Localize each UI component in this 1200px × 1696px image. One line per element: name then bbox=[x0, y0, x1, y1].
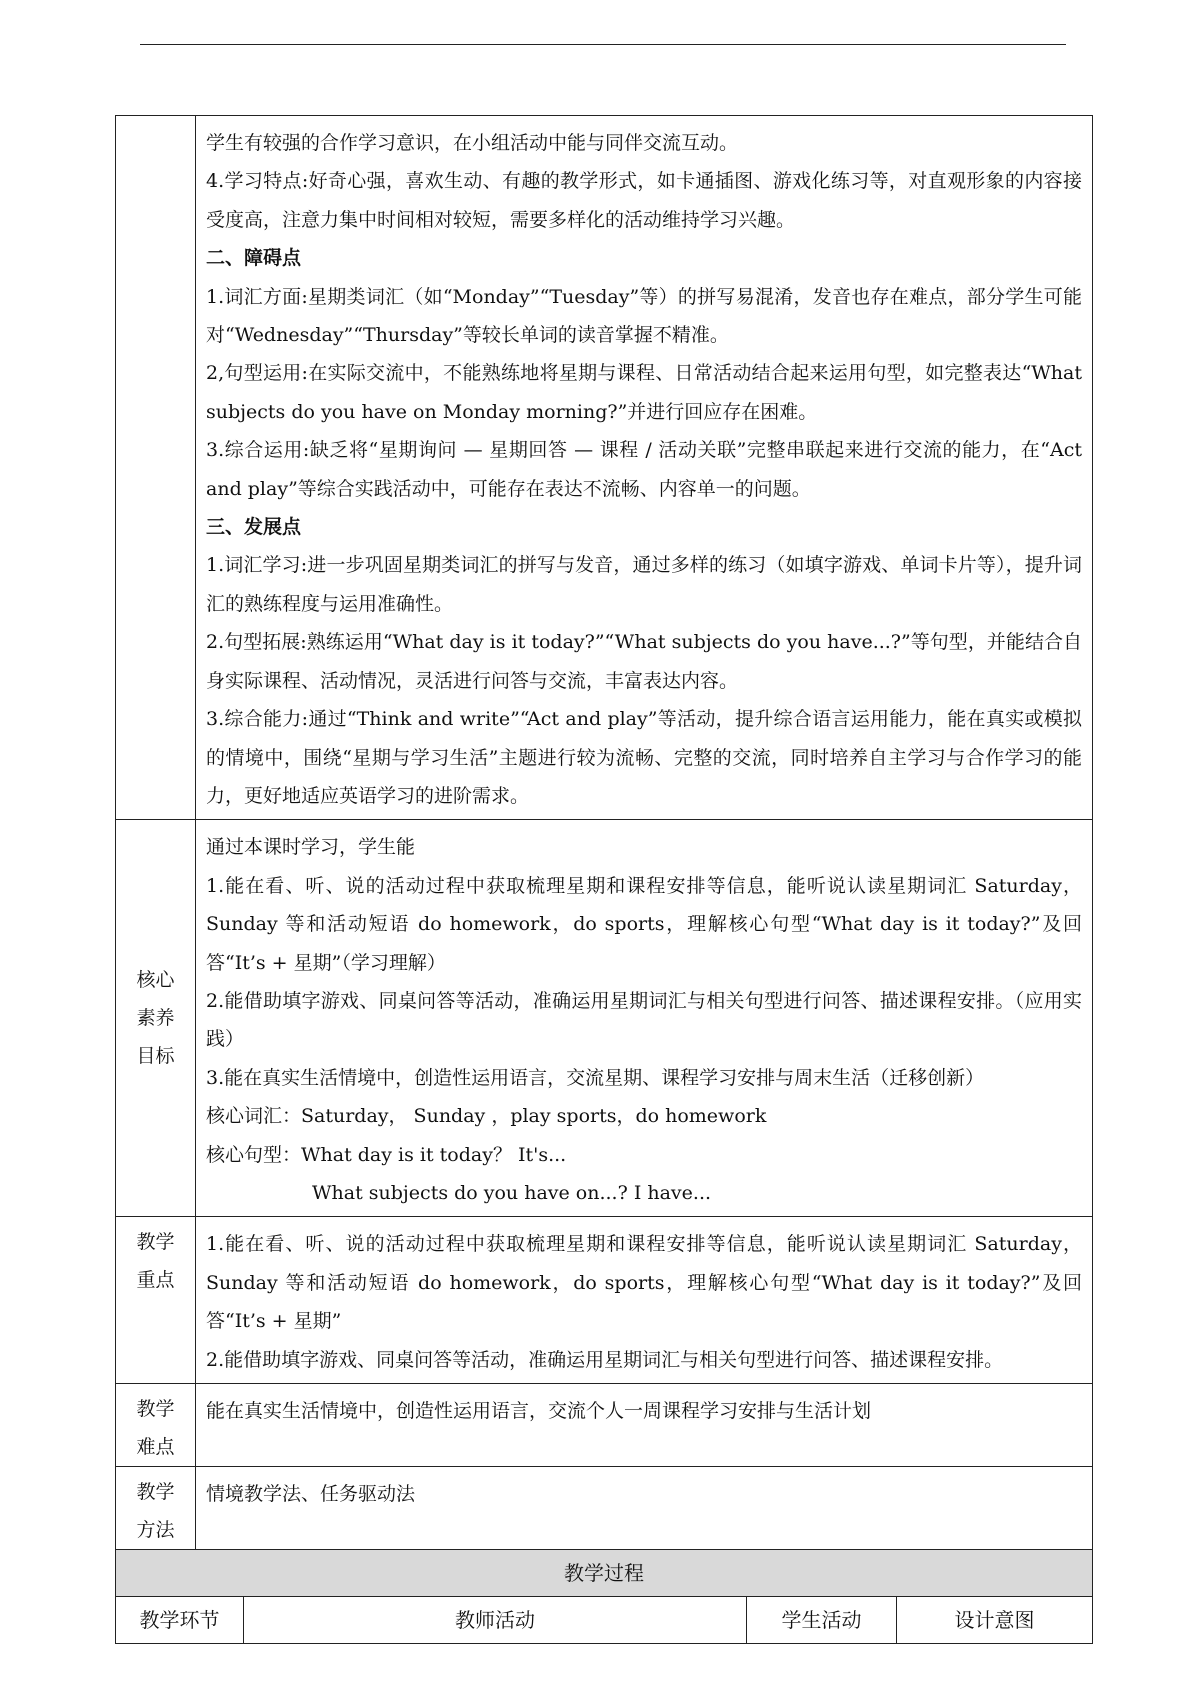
core-goals-label bbox=[116, 820, 196, 1217]
student-analysis-label-cell bbox=[116, 116, 196, 820]
process-title: 教学过程 bbox=[116, 1550, 1093, 1597]
core-goals-label-line: 目标 bbox=[136, 1045, 175, 1068]
difficulties-row bbox=[116, 1384, 1093, 1467]
analysis-line: 4.学习特点:好奇心强，喜欢生动、有趣的教学形式，如卡通插图、游戏化练习等，对直观形象的内容接受度高，注意力集中时间相对较短，需要多样化的活动维持学习兴趣。 bbox=[206, 170, 1083, 231]
lesson-plan-table bbox=[115, 115, 1093, 1644]
process-title-row bbox=[116, 1550, 1093, 1597]
core-goals-content bbox=[196, 820, 1093, 1217]
methods-row bbox=[116, 1467, 1093, 1550]
student-analysis-content bbox=[196, 116, 1093, 820]
core-goals-row bbox=[116, 820, 1093, 1217]
key-points-label bbox=[116, 1217, 196, 1384]
key-points-label-line: 教学 bbox=[136, 1231, 175, 1254]
key-points-content bbox=[196, 1217, 1093, 1384]
key-points-label-line: 重点 bbox=[136, 1269, 175, 1292]
goals-intro: 通过本课时学习，学生能 bbox=[206, 836, 416, 859]
column-header-design-intent: 设计意图 bbox=[897, 1597, 1093, 1644]
difficulties-label-line: 教学 bbox=[136, 1398, 175, 1420]
key-point-item: 2.能借助填字游戏、同桌问答等活动，准确运用星期词汇与相关句型进行问答、描述课程安排。 bbox=[206, 1348, 1004, 1371]
growth-item: 1.词汇学习:进一步巩固星期类词汇的拼写与发音，通过多样的练习（如填字游戏、单词卡片等），提升词汇的熟练程度与运用准确性。 bbox=[206, 554, 1083, 615]
process-header-row bbox=[116, 1597, 1093, 1644]
goal-item: 2.能借助填字游戏、同桌问答等活动，准确运用星期词汇与相关句型进行问答、描述课程安排。（应用实践） bbox=[206, 989, 1083, 1051]
analysis-line: 学生有较强的合作学习意识，在小组活动中能与同伴交流互动。 bbox=[206, 132, 739, 154]
core-goals-label-line: 核心 bbox=[136, 969, 175, 992]
obstacle-item: 2,句型运用:在实际交流中，不能熟练地将星期与课程、日常活动结合起来运用句型，如完整表达“What subjects do you have on Monday morning?”并进行回应存在困难。 bbox=[206, 362, 1083, 423]
header-rule bbox=[140, 44, 1066, 45]
methods-label-line: 教学 bbox=[136, 1481, 175, 1503]
methods-label-line: 方法 bbox=[136, 1519, 175, 1541]
column-header-stage: 教学环节 bbox=[116, 1597, 244, 1644]
obstacle-item: 1.词汇方面:星期类词汇（如“Monday”“Tuesday”等）的拼写易混淆，发音也存在难点，部分学生可能对“Wednesday”“Thursday”等较长单词的读音掌握不精准。 bbox=[206, 285, 1083, 347]
core-sentence-1: 核心句型：What day is it today？ It's... bbox=[206, 1143, 567, 1166]
goal-item: 3.能在真实生活情境中，创造性运用语言，交流星期、课程学习安排与周末生活（迁移创新） bbox=[206, 1066, 985, 1089]
methods-text: 情境教学法、任务驱动法 bbox=[206, 1483, 416, 1505]
core-goals-label-line: 素养 bbox=[136, 1007, 175, 1030]
growth-item: 3.综合能力:通过“Think and write”“Act and play”等活动，提升综合语言运用能力，能在真实或模拟的情境中，围绕“星期与学习生活”主题进行较为流畅、完整的交流，同时培养自主学习与合作学习的能力，更好地适应英语学习的进阶需求。 bbox=[206, 708, 1083, 807]
difficulties-text: 能在真实生活情境中，创造性运用语言，交流个人一周课程学习安排与生活计划 bbox=[206, 1400, 872, 1422]
column-header-student-activity: 学生活动 bbox=[747, 1597, 897, 1644]
obstacle-item: 3.综合运用:缺乏将“星期询问 — 星期回答 — 课程 / 活动关联”完整串联起来进行交流的能力，在“Act and play”等综合实践活动中，可能存在表达不流畅、内容单一的问题。 bbox=[206, 439, 1083, 500]
difficulties-label bbox=[116, 1384, 196, 1467]
obstacles-heading: 二、障碍点 bbox=[206, 247, 302, 270]
goal-item: 1.能在看、听、说的活动过程中获取梳理星期和课程安排等信息，能听说认读星期词汇 Saturday，Sunday 等和活动短语 do homework，do sports，理解核心句型“What day is it today?”及回答“It’s + 星期”（学习理解） bbox=[206, 874, 1083, 974]
growth-heading: 三、发展点 bbox=[206, 516, 302, 539]
difficulties-label-line: 难点 bbox=[136, 1436, 175, 1458]
column-header-teacher-activity: 教师活动 bbox=[244, 1597, 747, 1644]
methods-content bbox=[196, 1467, 1093, 1550]
core-sentence-2: What subjects do you have on...? I have... bbox=[312, 1181, 712, 1204]
key-point-item: 1.能在看、听、说的活动过程中获取梳理星期和课程安排等信息，能听说认读星期词汇 Saturday，Sunday 等和活动短语 do homework，do sports，理解核心句型“What day is it today?”及回答“It’s + 星期” bbox=[206, 1233, 1083, 1333]
student-analysis-row bbox=[116, 116, 1093, 820]
key-points-row bbox=[116, 1217, 1093, 1384]
growth-item: 2.句型拓展:熟练运用“What day is it today?”“What subjects do you have...?”等句型，并能结合自身实际课程、活动情况，灵活进行问答与交流，丰富表达内容。 bbox=[206, 631, 1083, 692]
core-vocabulary: 核心词汇：Saturday， Sunday ，play sports，do homework bbox=[206, 1105, 767, 1128]
methods-label bbox=[116, 1467, 196, 1550]
difficulties-content bbox=[196, 1384, 1093, 1467]
